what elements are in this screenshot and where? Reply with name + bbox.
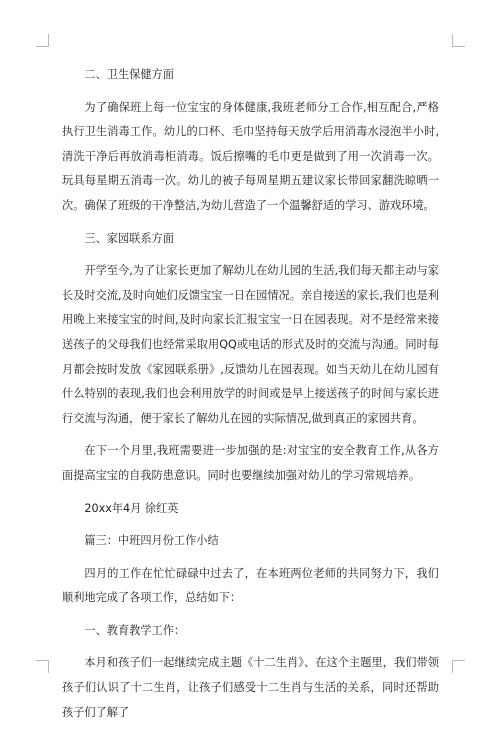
document-body xyxy=(62,63,439,733)
crop-mark-top-right xyxy=(452,34,465,47)
section-heading-teaching: 一、教育教学工作： xyxy=(84,623,186,637)
paragraph-next-month: 在下一个月里,我班需要进一步加强的是:对宝宝的安全教育工作,从各方面提高宝宝的自我防患意识。同时也要继续加强对幼儿的学习常规培养。 xyxy=(62,444,439,482)
crop-mark-bottom-right xyxy=(452,660,465,673)
paragraph-intro: 四月的工作在忙忙碌碌中过去了，在本班两位老师的共同努力下，我们顺利地完成了各项工作，总结如下： xyxy=(62,566,439,605)
crop-mark-bottom-left xyxy=(36,660,49,673)
crop-mark-top-left xyxy=(36,34,49,47)
section-heading-hygiene: 二、卫生保健方面 xyxy=(84,68,174,81)
section-heading-home-school: 三、家园联系方面 xyxy=(84,231,174,245)
paragraph-hygiene: 为了确保班上每一位宝宝的身体健康,我班老师分工合作,相互配合,严格执行卫生消毒工作。幼儿的口杯、毛巾坚持每天放学后用消毒水浸泡半小时,清洗干净后再放消毒柜消毒。饭后擦嘴的毛巾更是做到了用一次消毒一次。玩具每星期五消毒一次。幼儿的被子每周星期五建议家长带回家翻洗晾晒一次。确保了班级的干净整洁,为幼儿营造了一个温馨舒适的学习、游戏环境。 xyxy=(62,100,439,212)
paragraph-home-school: 开学至今,为了让家长更加了解幼儿在幼儿园的生活,我们每天都主动与家长及时交流,及时向她们反馈宝宝一日在园情况。亲自接送的家长,我们也是利用晚上来接宝宝的时间,及时向家长汇报宝宝一日在园表现。对不是经常来接送孩子的父母我们也经常采取用QQ或电话的形式及时的交流与沟通。同时每月都会按时发放《家园联系册》,反馈幼儿在园表现。如当天幼儿在幼儿园有什么特别的表现,我们也会利用放学的时间或是早上接送孩子的时间与家长进行交流与沟通，便于家长了解幼儿在园的实际情况,做到真正的家园共育。 xyxy=(62,264,439,425)
signature-date-author: 20xx年4月 徐红英 xyxy=(84,501,179,515)
article-title: 篇三：中班四月份工作小结 xyxy=(84,534,219,548)
paragraph-teaching: 本月和孩子们一起继续完成主题《十二生肖》、在这个主题里，我们带领孩子们认识了十二生肖，让孩子们感受十二生肖与生活的关系，同时还帮助孩子们了解了 xyxy=(62,656,439,719)
